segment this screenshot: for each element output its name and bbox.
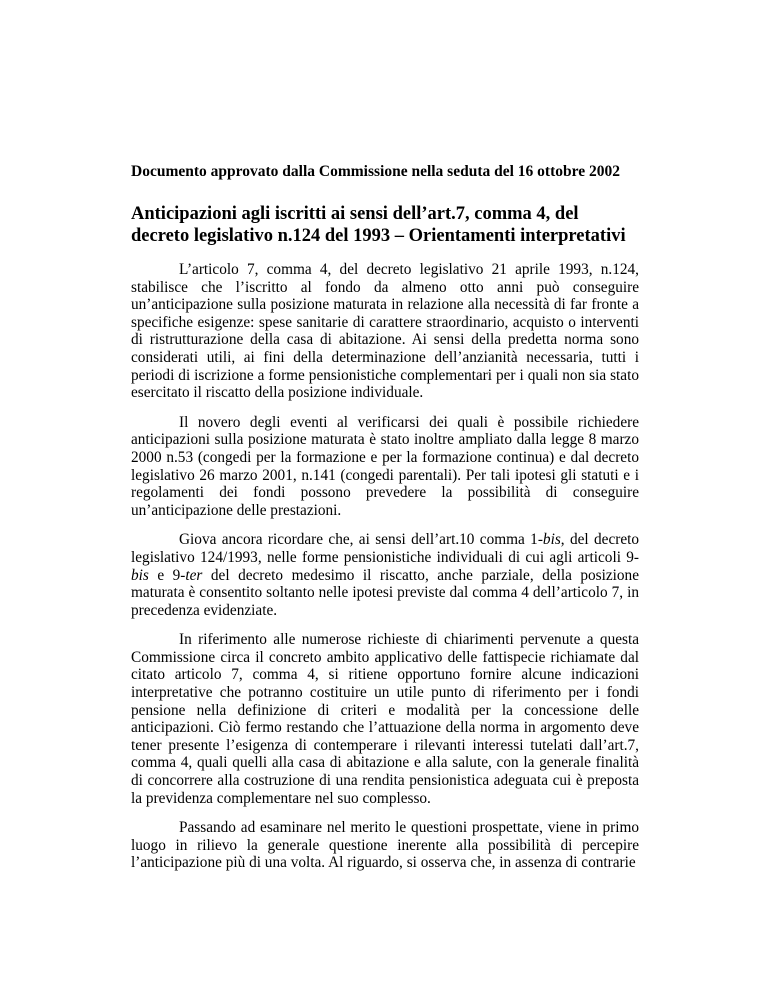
paragraph-3-italic-1: bis	[542, 531, 561, 549]
document-header: Documento approvato dalla Commissione nella seduta del 16 ottobre 2002	[131, 163, 620, 180]
paragraph-3-italic-3: ter	[185, 566, 203, 584]
paragraph-2: Il novero degli eventi al verificarsi dei quali è possibile richiedere anticipazioni sulla posizione maturata è stato inoltre ampliato dalla legge 8 marzo 2000 n.53 (congedi per la formazione e per la formazione continua) e dal decreto legislativo 26 marzo 2001, n.141 (congedi parentali). Per tali ipotesi gli statuti e i regolamenti dei fondi possono prevedere la possibilità di conseguire un’anticipazione delle prestazioni.	[131, 413, 639, 519]
paragraph-5: Passando ad esaminare nel merito le questioni prospettate, viene in primo luogo in rilievo la generale questione inerente alla possibilità di percepire l’anticipazione più di una volta. Al riguardo, si osserva che, in assenza di contrarie	[131, 819, 639, 872]
paragraph-3-text-2: , del decreto legislativo 124/1993, nelle forme pensionistiche individuali di cui agli articoli 9-	[131, 531, 640, 566]
paragraph-4: In riferimento alle numerose richieste di chiarimenti pervenute a questa Commissione circa il concreto ambito applicativo delle fattispecie richiamate dal citato articolo 7, comma 4, si ritiene opportuno fornire alcune indicazioni interpretative che potranno costituire un utile punto di riferimento per i fondi pensione nella definizione di criteri e modalità per la concessione delle anticipazioni. Ciò fermo restando che l’attuazione della norma in argomento deve tener presente l’esigenza di contemperare i rilevanti interessi tutelati dall’art.7, comma 4, quali quelli alla casa di abitazione e alla salute, con la generale finalità di concorrere alla costruzione di una rendita pensionistica adeguata cui è preposta la previdenza complementare nel suo complesso.	[131, 631, 639, 807]
paragraph-3-text-3: e 9-	[148, 566, 186, 584]
paragraph-3-text-1: Giova ancora ricordare che, ai sensi dell’art.10 comma 1-	[179, 531, 543, 549]
document-page	[131, 163, 639, 884]
document-title: Anticipazioni agli iscritti ai sensi dell’art.7, comma 4, del decreto legislativo n.124 del 1993 – Orientamenti interpretativi	[131, 204, 626, 246]
paragraph-3	[131, 531, 639, 619]
paragraph-3-italic-2: bis	[131, 566, 149, 584]
paragraph-3-text-4: del decreto medesimo il riscatto, anche parziale, della posizione maturata è consentito soltanto nelle ipotesi previste dal comma 4 dell’articolo 7, in precedenza evidenziate.	[131, 566, 639, 619]
paragraph-1: L’articolo 7, comma 4, del decreto legislativo 21 aprile 1993, n.124, stabilisce che l’iscritto al fondo da almeno otto anni può conseguire un’anticipazione sulla posizione maturata in relazione alla necessità di far fronte a specifiche esigenze: spese sanitarie di carattere straordinario, acquisto o interventi di ristrutturazione della casa di abitazione. Ai sensi della predetta norma sono considerati utili, ai fini della determinazione dell’anzianità necessaria, tutti i periodi di iscrizione a forme pensionistiche complementari per i quali non sia stato esercitato il riscatto della posizione individuale.	[131, 261, 639, 402]
